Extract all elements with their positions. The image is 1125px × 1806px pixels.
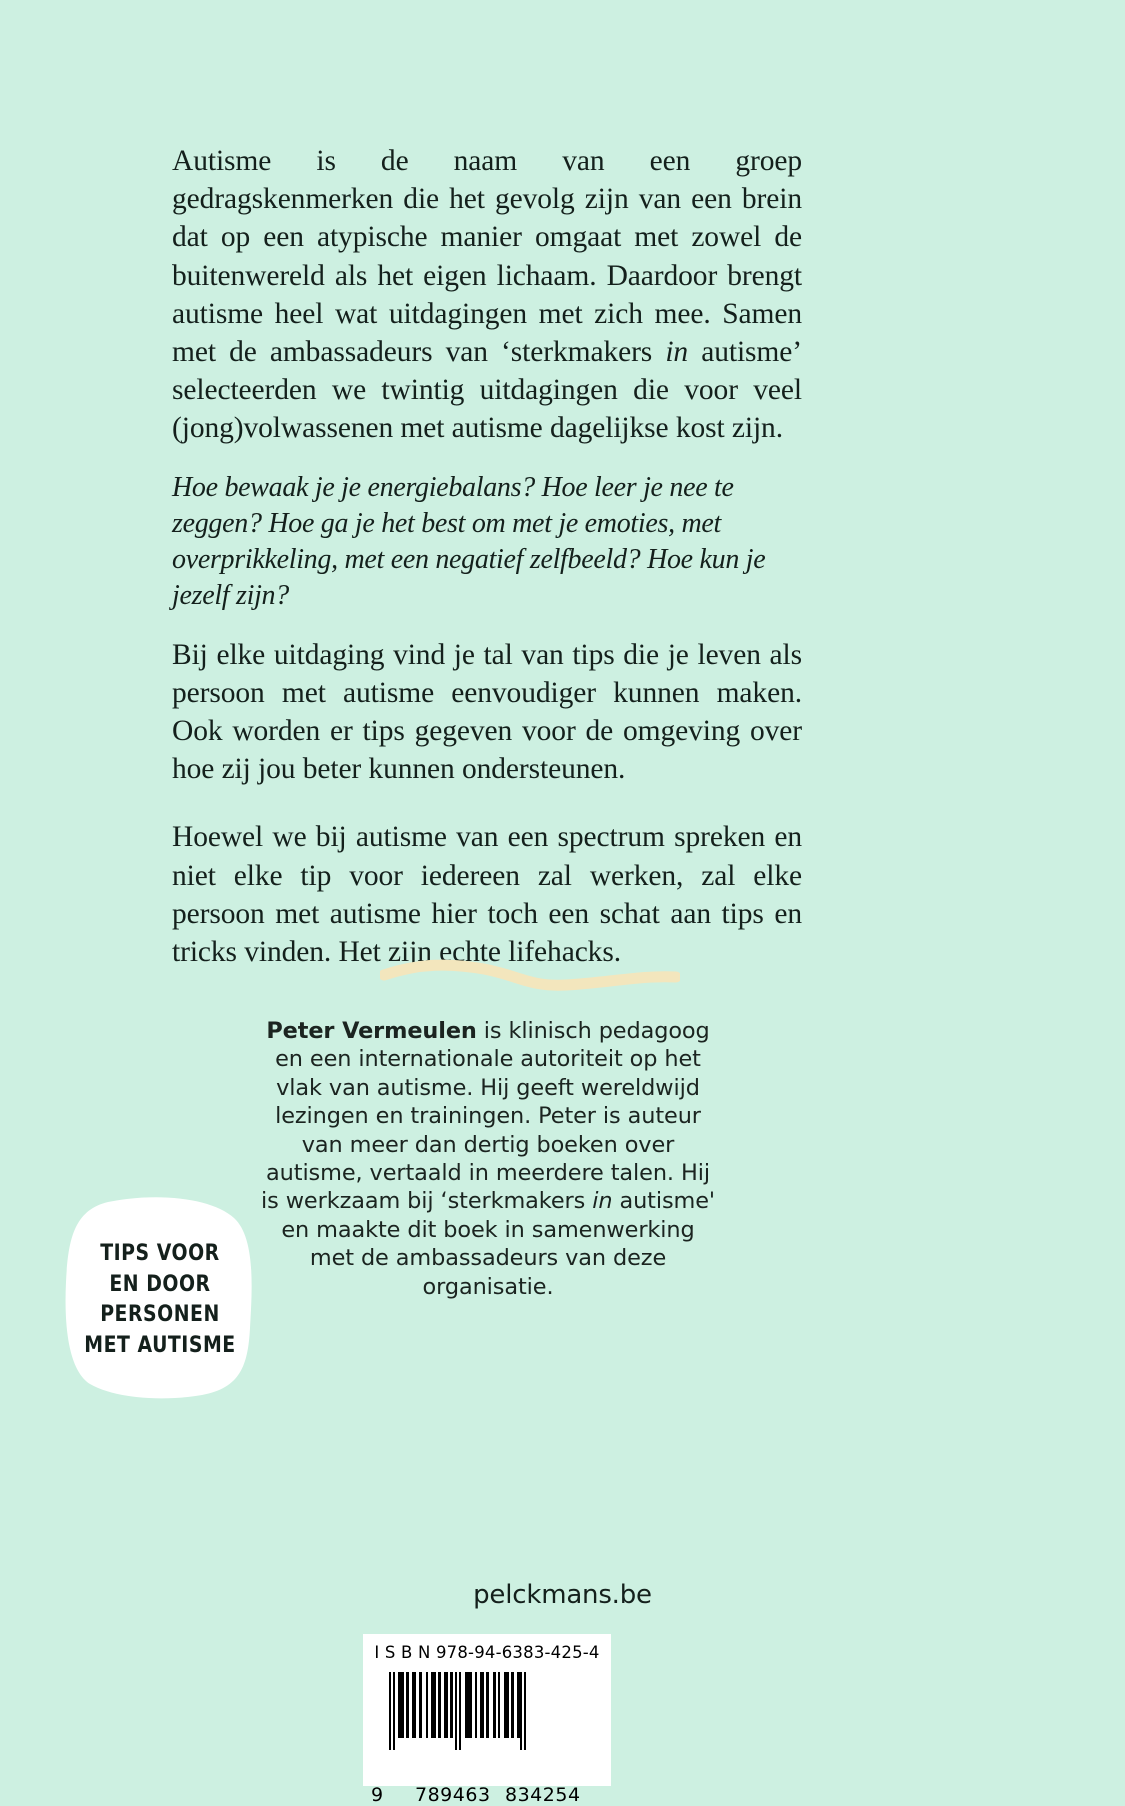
author-bio-part-b: autisme' en maakte dit boek in samenwerking met de ambassadeurs van deze organisatie. (281, 1188, 715, 1300)
badge-line-4: MET AUTISME (84, 1331, 236, 1358)
blurb-paragraph-1-part-a: Autisme is de naam van een groep gedragskenmerken die het gevolg zijn van een brein dat op een atypische manier omgaat met zowel de buitenwereld als het eigen lichaam. Daardoor brengt autisme heel wat uitdagingen met zich mee. Samen met de ambassadeurs van ‘sterkmakers (172, 145, 802, 369)
author-bio-part-a: is klinisch pedagoog en een internationale autoriteit op het vlak van autisme. Hij geeft wereldwijd lezingen en trainingen. Peter is auteur van meer dan dertig boeken over autisme, vertaald in meerdere talen. Hij is werkzaam bij ‘sterkmakers (261, 1018, 710, 1215)
author-bio (258, 1017, 718, 1301)
badge-text (78, 1238, 243, 1360)
tips-badge (62, 1196, 258, 1401)
isbn-barcode-block (363, 1634, 611, 1806)
barcode-digits-group-2: 834254 (505, 1784, 581, 1806)
barcode-digit-left: 9 (371, 1784, 384, 1806)
blurb-paragraph-1-italic: in (665, 336, 689, 369)
blurb-questions: Hoe bewaak je je energiebalans? Hoe leer je nee te zeggen? Hoe ga je het best om met je emoties, met overprikkeling, met een negatief zelfbeeld? Hoe kun je jezelf zijn? (172, 471, 766, 611)
isbn-label: I S B N 978-94-6383-425-4 (374, 1643, 600, 1662)
blurb-paragraph-1-part-b: autisme’ selecteerden we twintig uitdagingen die voor veel (jong)volwassenen met autisme dagelijkse kost zijn. (172, 336, 802, 445)
barcode-digits-group-1: 789463 (415, 1784, 491, 1806)
barcode-bars (387, 1672, 587, 1750)
author-bio-italic: in (592, 1188, 613, 1215)
barcode-digits (371, 1784, 587, 1806)
author-name: Peter Vermeulen (266, 1018, 477, 1044)
badge-line-2: EN DOOR (109, 1270, 211, 1297)
blurb-paragraph-4: Hoewel we bij autisme van een spectrum spreken en niet elke tip voor iedereen zal werken, zal elke persoon met autisme hier toch een schat aan tips en tricks vinden. Het zijn echte lifehacks. (172, 821, 802, 969)
back-cover-blurb (172, 142, 802, 971)
blurb-paragraph-1 (172, 142, 802, 448)
badge-line-1: TIPS VOOR (100, 1240, 220, 1266)
publisher-website: pelckmans.be (473, 1580, 652, 1610)
blurb-paragraph-3: Bij elke uitdaging vind je tal van tips die je leven als persoon met autisme eenvoudiger kunnen maken. Ook worden er tips gegeven voor de omgeving over hoe zij jou beter kunnen ondersteunen. (172, 638, 802, 786)
badge-line-3: PERSONEN (100, 1301, 220, 1327)
barcode (371, 1672, 587, 1806)
